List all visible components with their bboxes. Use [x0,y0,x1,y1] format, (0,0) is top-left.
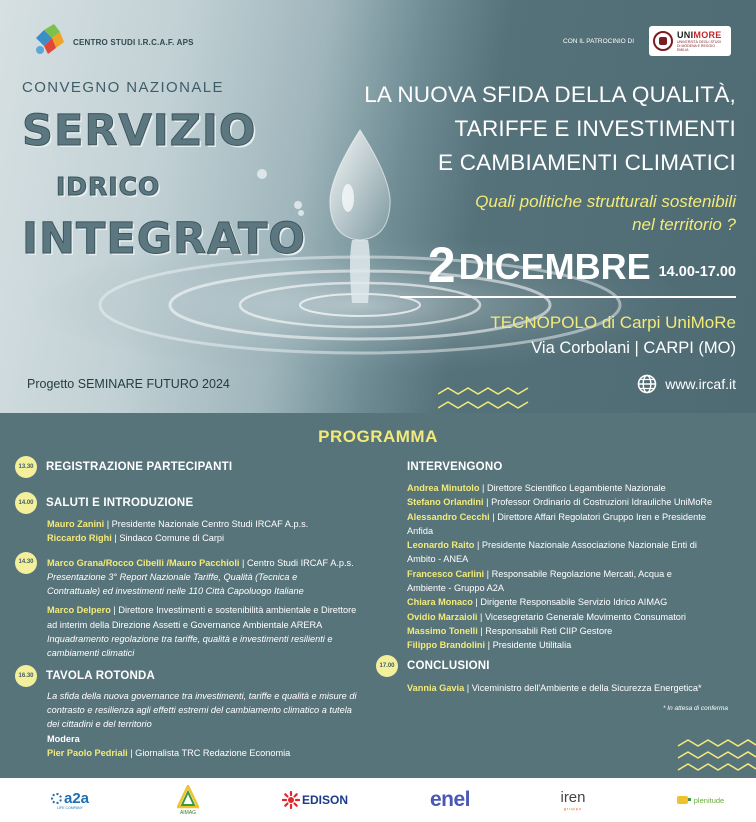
subtitle-line-1: Quali politiche strutturali sostenibili [475,192,736,211]
speaker-list [378,481,743,653]
section-report [15,552,385,661]
org-name: CENTRO STUDI I.R.C.A.F. APS [73,38,194,47]
edison-logo [280,778,350,822]
date-time: 14.00-17.00 [658,264,736,280]
section-title: CONCLUSIONI [407,659,490,672]
program-left-column [15,456,385,760]
section-saluti [15,492,385,546]
speaker-role: | Dirigente Responsabile Servizio Idrico AIMAG [472,597,668,608]
time-badge: 16.30 [15,665,37,687]
plenitude-logo [670,778,730,822]
zigzag-decoration [676,738,756,774]
modera-label: Modera [47,733,80,744]
speaker-name: Leonardo Raito [407,540,475,551]
speaker-role: | Sindaco Comune di Carpi [111,533,225,544]
address: Via Corbolani | CARPI (MO) [531,339,736,357]
speaker-name: Vannia Gavia [407,682,465,693]
speaker-line [407,524,743,538]
speaker-line [47,556,385,570]
speaker-name: Alessandro Cecchi [407,511,490,522]
speaker-name: Filippo Brandolini [407,640,486,651]
speaker-line [407,610,743,624]
ircaf-logo-icon [30,20,68,58]
iren-word: iren [560,789,586,806]
enel-logo [420,778,480,822]
speaker-line [407,538,743,552]
patrocinio-label: CON IL PATROCINIO DI [563,38,635,45]
subtitle-line-2: nel territorio ? [632,215,736,234]
speaker-role: Ambiente - Gruppo A2A [407,583,505,594]
speaker-role: Ambito - ANEA [407,554,469,565]
speaker-line [407,495,743,509]
talk-desc: Presentazione 3° Report Nazionale Tariffe, Qualità (Tecnica e [47,571,298,582]
speaker-name: Andrea Minutolo [407,483,480,493]
speaker-role: | Viceministro dell'Ambiente e della Sicurezza Energetica* [464,682,702,693]
globe-icon [637,374,657,394]
headline-line-1: LA NUOVA SFIDA DELLA QUALITÀ, [364,82,736,107]
a2a-mark-icon [51,793,62,804]
headline-line-2: TARIFFE E INVESTIMENTI [454,116,736,141]
iren-logo [548,778,598,822]
aimag-word: AIMAG [179,809,197,816]
time-badge: 14.30 [15,552,37,574]
convegno-label: CONVEGNO NAZIONALE [22,79,224,96]
speaker-name: Pier Paolo Pedriali [47,747,128,758]
section-tavola [15,665,385,760]
speaker-line [407,638,743,652]
unimore-name-b: MORE [693,30,722,40]
venue: TECNOPOLO di Carpi UniMoRe [490,313,736,332]
speaker-line [47,603,385,617]
iren-sub: gruppo [563,806,583,811]
date-day: 2 [427,237,456,293]
talk-desc: dei cittadini e del territorio [47,719,152,730]
edison-word: EDISON [301,793,348,807]
a2a-word: a2a [63,790,90,807]
speaker-name: Marco Grana/Rocco Cibelli /Mauro Pacchioli [47,557,240,568]
unimore-seal-icon [653,31,673,51]
speaker-role: | Direttore Scientifico Legambiente Nazionale [479,483,666,493]
speaker-role: | Giornalista TRC Redazione Economia [127,747,291,758]
talk-desc: Inquadramento regolazione tra tariffe, qualità e investimenti resilienti e [47,634,333,645]
time-badge: 13.30 [15,456,37,478]
speaker-name: Marco Delpero [47,605,111,616]
speaker-role: | Presidente Utilitalia [485,640,572,651]
talk-desc: Contrattuale) ed investimenti nelle 110 Città Capoluogo Italiane [47,586,304,597]
section-registrazione [15,456,385,478]
enel-word: enel [429,788,471,811]
speaker-line [407,595,743,609]
aimag-mark-icon [177,785,199,809]
speaker-role: | Responsabili Reti CIIP Gestore [477,625,613,636]
speaker-role: | Centro Studi IRCAF A.p.s. [239,557,354,568]
speaker-line [407,581,743,595]
speaker-role: | Responsabile Regolazione Mercati, Acqua e [484,568,672,579]
program-right-column [378,456,743,695]
progetto-label: Progetto SEMINARE FUTURO 2024 [27,377,230,391]
section-title: REGISTRAZIONE PARTECIPANTI [46,461,233,473]
speaker-name: Mauro Zanini [47,519,105,529]
speaker-line [47,517,385,531]
plenitude-mark-icon [676,793,692,807]
date-month: DICEMBRE [458,246,651,287]
talk-desc: cambiamenti climatici [47,648,135,659]
speaker-role: | Vicesegretario Generale Movimento Consumatori [477,611,686,622]
speaker-line [407,681,743,695]
title-servizio: SERVIZIO [22,106,257,156]
headline-line-3: E CAMBIAMENTI CLIMATICI [438,150,736,175]
event-date [427,237,736,293]
time-badge: 17.00 [376,655,398,677]
subtitle [475,190,736,236]
headline [364,78,736,180]
website-link[interactable]: www.ircaf.it [665,376,736,392]
aimag-logo [170,778,206,822]
speaker-role: | Presidente Nazionale Associazione Nazionale Enti di [474,540,697,551]
confirmation-note: * In attesa di conferma [662,705,728,712]
zigzag-decoration [438,386,533,413]
website-row[interactable] [637,374,736,394]
talk-desc: contrasto e resilienza agli effetti estremi del cambiamento climatico a tutela [47,704,352,715]
talk-desc: La sfida della nuova governance tra investimenti, tariffe e qualità e misure di [47,690,357,701]
speaker-role: Anfida [407,525,434,536]
title-integrato: INTEGRATO [22,214,306,264]
speaker-role-cont: ad interim della Direzione Assetti e Governance Ambientale ARERA [47,619,323,630]
section-title: INTERVENGONO [407,461,503,473]
sponsor-bar [0,778,756,822]
speaker-line [407,624,743,638]
speaker-role: | Direttore Investimenti e sostenibilità ambientale e Direttore [110,605,357,616]
speaker-name: Massimo Tonelli [407,625,478,636]
speaker-name: Francesco Carlini [407,568,485,579]
a2a-logo [40,778,100,822]
unimore-sub: UNIVERSITÀ DEGLI STUDI DI MODENA E REGGIO EMILIA [677,40,721,52]
date-divider [400,296,736,298]
section-title: SALUTI E INTRODUZIONE [46,497,194,509]
speaker-line [407,552,743,566]
section-title: TAVOLA ROTONDA [46,669,156,682]
edison-mark-icon [282,791,300,809]
programma-title: PROGRAMMA [318,427,438,446]
speaker-line [47,746,385,760]
speaker-role: | Professor Ordinario di Costruzioni Idrauliche UniMoRe [483,497,713,508]
a2a-sub: LIFE COMPANY [57,806,83,810]
unimore-name-a: UNI [677,30,694,40]
plenitude-word: plenitude [693,795,725,805]
speaker-name: Chiara Monaco [407,597,473,608]
speaker-line [407,567,743,581]
speaker-line [47,531,385,545]
unimore-logo [649,26,731,56]
title-idrico: IDRICO [56,172,161,201]
time-badge: 14.00 [15,492,37,514]
speaker-line [407,481,743,495]
speaker-name: Riccardo Righi [47,533,112,544]
speaker-name: Ovidio Marzaioli [407,611,478,622]
speaker-role: | Presidente Nazionale Centro Studi IRCAF A.p.s. [104,519,309,529]
speaker-name: Stefano Orlandini [407,497,484,508]
speaker-line [407,510,743,524]
speaker-role: | Direttore Affari Regolatori Gruppo Iren e Presidente [489,511,706,522]
